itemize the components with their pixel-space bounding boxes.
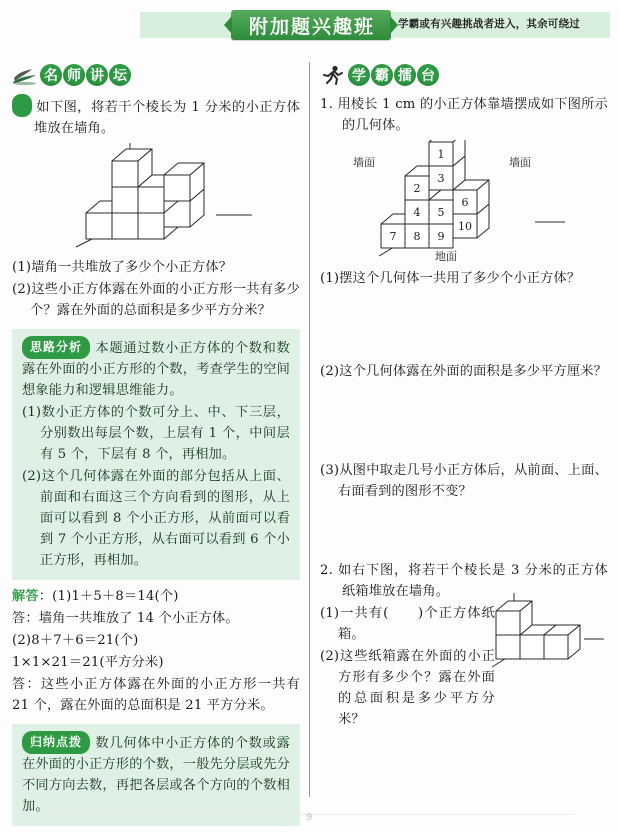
page-banner [0, 10, 619, 42]
left-section-title-chips [40, 64, 131, 86]
problem-1-stem [320, 94, 608, 136]
right-section-title-chips [348, 64, 439, 86]
example-stem [0, 94, 300, 139]
wall-label-right: 墙面 [509, 156, 531, 169]
example-stem-text: 如下图，将若干个棱长为 1 分米的小正方体堆放在墙角。 [34, 100, 300, 136]
cube-label-8: 8 [413, 230, 421, 243]
problem-2-question-1: (1)一共有( )个正方体纸箱。 [320, 606, 495, 642]
solution-line-3: (2)8＋7＋6＝21(个) [12, 633, 139, 648]
runner-icon [320, 64, 346, 86]
section-title-char: 擂 [394, 64, 416, 86]
problem-1-question-3: (3)从图中取走几号小正方体后，从前面、上面、右面看到的图形不变？ [320, 463, 608, 499]
solution-line-1 [12, 586, 300, 607]
page-number: 9 [306, 813, 313, 823]
cube-label-9: 9 [437, 230, 445, 243]
solution-label: 解答 [12, 589, 39, 604]
problem-2-question-2: (2)这些纸箱露在外面的小正方形有多少个？露在外面的总面积是多少平方分米？ [320, 649, 495, 727]
cube-label-4: 4 [413, 206, 421, 219]
section-title-char: 台 [417, 64, 439, 86]
cube-label-1: 1 [437, 148, 445, 161]
problem-1-number: 1. [320, 97, 333, 112]
wall-label-left: 墙面 [353, 156, 375, 169]
cube-label-3: 3 [437, 172, 445, 185]
solution-line-2: 答：墙角一共堆放了 14 个小正方体。 [12, 611, 239, 626]
summary-box [12, 724, 300, 826]
wave-book-icon [12, 64, 38, 86]
example-question-2: (2)这些小正方体露在外面的小正方形一共有多少个？露在外面的总面积是多少平方分米？ [12, 282, 300, 318]
analysis-paragraph-1 [22, 336, 290, 401]
banner-note-text: 学霸或有兴趣挑战者进入，其余可绕过 [398, 18, 580, 30]
cube-label-5: 5 [437, 206, 445, 219]
left-section-header [12, 62, 300, 88]
problem-1-question-2: (2)这个几何体露在外面的面积是多少平方厘米？ [320, 364, 608, 379]
example-badge: 例 [12, 94, 32, 117]
problem-1-question-1: (1)摆这个几何体一共用了多少个小正方体？ [320, 271, 581, 286]
analysis-paragraph-2: (1)数小正方体的个数可分上、中、下三层，分别数出每层个数，上层有 1 个，中间层有 5 个，下层有 8 个，再相加。 [22, 405, 290, 462]
summary-paragraph [22, 731, 290, 817]
section-title-char: 学 [348, 64, 370, 86]
analysis-box [12, 329, 300, 580]
section-title-char: 坛 [109, 64, 131, 86]
analysis-paragraph-3: (2)这个几何体露在外面的部分包括从上面、前面和右面这三个方向看到的图形，从上面可以看到 8 个小正方形，从前面可以看到 7 个小正方形，从右面可以看到 6 个小正方形，再相加。 [22, 469, 290, 568]
problem-1-stem-text: 用棱长 1 cm 的小正方体靠墙摆成如下图所示的几何体。 [337, 97, 608, 133]
example-question-1: (1)墙角一共堆放了多少个小正方体？ [12, 260, 233, 275]
analysis-text-1: 本题通过数小正方体的个数和数露在外面的小正方形的个数，考查学生的空间想象能力和逻辑思维能力。 [22, 341, 290, 398]
cube-label-7: 7 [389, 230, 397, 243]
summary-pill: 归纳点拨 [22, 731, 90, 754]
cube-label-10: 10 [458, 220, 472, 233]
problem-2-number: 2. [320, 563, 333, 578]
ground-label: 地面 [435, 250, 457, 262]
section-title-char: 霸 [371, 64, 393, 86]
section-title-char: 名 [40, 64, 62, 86]
right-column [320, 62, 608, 731]
section-title-char: 讲 [86, 64, 108, 86]
analysis-pill: 思路分析 [22, 336, 90, 359]
solution-expr-1: ：(1)1＋5＋8＝14(个) [38, 589, 179, 604]
left-column [0, 62, 300, 832]
summary-text: 数几何体中小正方体的个数或露在外面的小正方形的个数，一般先分层或先分不同方向去数，再把各层或各个方向的个数相加。 [22, 736, 290, 814]
section-title-char: 师 [63, 64, 85, 86]
banner-title-text: 附加题兴趣班 [249, 15, 376, 38]
cube-label-2: 2 [413, 182, 421, 195]
problem-2-stem-text: 如右下图，将若干个棱长是 3 分米的正方体纸箱堆放在墙角。 [338, 563, 608, 599]
stacked-cubes-corner-figure [56, 143, 256, 251]
column-divider [309, 62, 310, 797]
right-section-header [320, 62, 608, 88]
solution-line-4: 1×1×21＝21(平方分米) [12, 655, 164, 670]
numbered-cubes-figure [349, 140, 579, 262]
solution-line-5: 答：这些小正方体露在外面的小正方形一共有 21 个，露在外面的总面积是 21 平方分米。 [12, 677, 300, 713]
cube-label-6: 6 [461, 196, 469, 209]
banner-title-tag [231, 10, 391, 40]
cardboard-boxes-corner-figure [486, 591, 606, 671]
